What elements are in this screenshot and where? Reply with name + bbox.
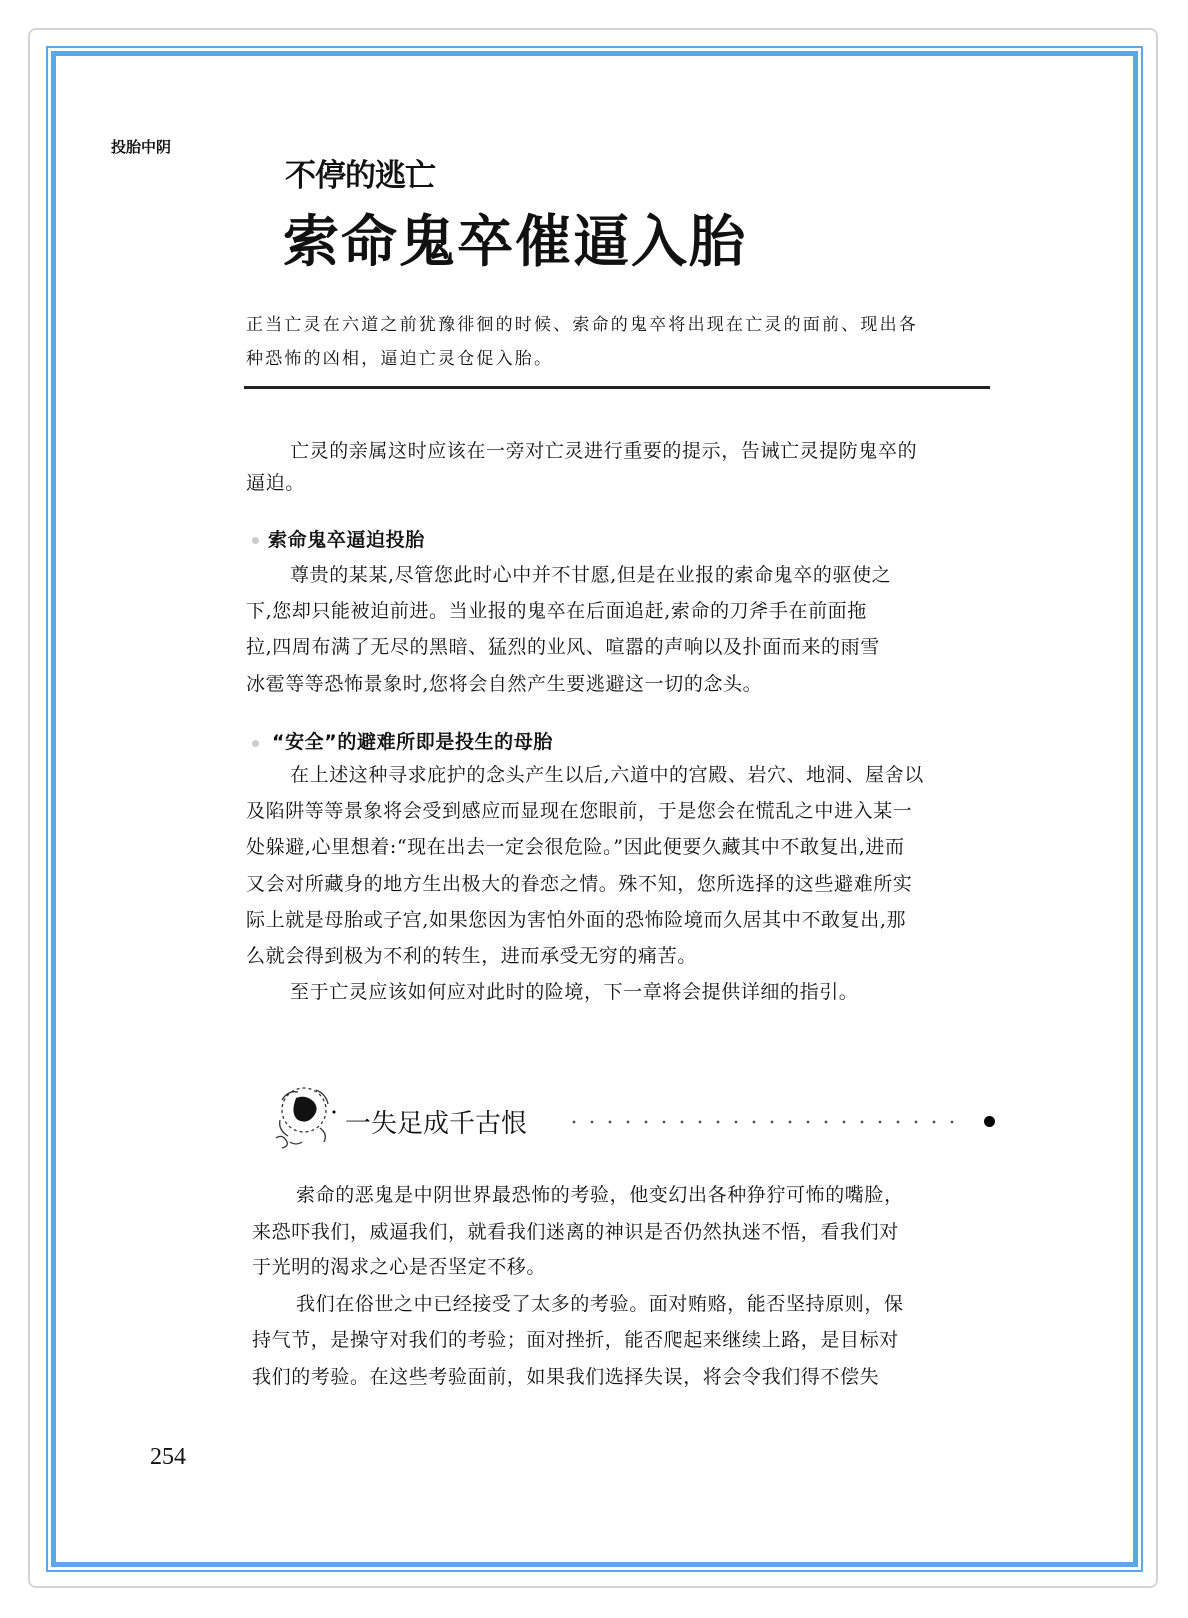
- lion-emblem-icon: [270, 1080, 340, 1152]
- paragraph-line: 处躲避,心里想着:“现在出去一定会很危险。”因此便要久藏其中不敢复出,进而: [246, 836, 905, 858]
- dotted-leader: [565, 1120, 965, 1124]
- paragraph-line: 及陷阱等等景象将会受到感应而显现在您眼前，于是您会在慌乱之中进入某一: [246, 800, 913, 822]
- intro-line: 种恐怖的凶相，逼迫亡灵仓促入胎。: [246, 349, 554, 369]
- paragraph-line: 下,您却只能被迫前进。当业报的鬼卒在后面追赶,索命的刀斧手在前面拖: [246, 600, 867, 622]
- page-number: 254: [150, 1444, 186, 1470]
- paragraph-line: 在上述这种寻求庇护的念头产生以后,六道中的宫殿、岩穴、地洞、屋舍以: [290, 764, 924, 786]
- section-heading: “安全”的避难所即是投生的母胎: [272, 731, 553, 753]
- paragraph-line: 又会对所藏身的地方生出极大的眷恋之情。殊不知，您所选择的这些避难所实: [246, 873, 913, 895]
- bullet-icon: [252, 740, 259, 747]
- paragraph-line: 我们在俗世之中已经接受了太多的考验。面对贿赂，能否坚持原则，保: [296, 1293, 904, 1315]
- paragraph-line: 际上就是母胎或子宫,如果您因为害怕外面的恐怖险境而久居其中不敢复出,那: [246, 909, 907, 931]
- paragraph-line: 我们的考验。在这些考验面前，如果我们选择失误，将会令我们得不偿失: [252, 1366, 880, 1388]
- intro-line: 正当亡灵在六道之前犹豫徘徊的时候、索命的鬼卒将出现在亡灵的面前、现出各: [246, 315, 918, 335]
- paragraph-line: 索命的恶鬼是中阴世界最恐怖的考验，他变幻出各种狰狞可怖的嘴脸，: [296, 1184, 904, 1206]
- paragraph-line: 逼迫。: [246, 472, 305, 494]
- paragraph-line: 么就会得到极为不利的转生，进而承受无穷的痛苦。: [246, 945, 697, 967]
- paragraph-line: 亡灵的亲属这时应该在一旁对亡灵进行重要的提示，告诫亡灵提防鬼卒的: [290, 440, 918, 462]
- paragraph-line: 于光明的渴求之心是否坚定不移。: [252, 1256, 547, 1278]
- chapter-subtitle: 不停的逃亡: [285, 158, 435, 194]
- chapter-title: 索命鬼卒催逼入胎: [283, 209, 747, 275]
- bullet-icon: [252, 537, 259, 544]
- divider-rule: [244, 386, 990, 389]
- paragraph-line: 拉,四周布满了无尽的黑暗、猛烈的业风、喧嚣的声响以及扑面而来的雨雪: [246, 636, 880, 658]
- end-bullet-icon: [984, 1116, 995, 1127]
- section-heading: 一失足成千古恨: [345, 1109, 528, 1139]
- paragraph-line: 冰雹等等恐怖景象时,您将会自然产生要逃避这一切的念头。: [246, 673, 763, 695]
- paragraph-line: 持气节，是操守对我们的考验；面对挫折，能否爬起来继续上路，是目标对: [252, 1329, 899, 1351]
- running-head: 投胎中阴: [111, 138, 172, 156]
- paragraph-line: 至于亡灵应该如何应对此时的险境，下一章将会提供详细的指引。: [290, 981, 859, 1003]
- paragraph-line: 来恐吓我们，威逼我们，就看我们迷离的神识是否仍然执迷不悟，看我们对: [252, 1221, 899, 1243]
- section-heading: 索命鬼卒逼迫投胎: [268, 529, 425, 551]
- paragraph-line: 尊贵的某某,尽管您此时心中并不甘愿,但是在业报的索命鬼卒的驱使之: [290, 564, 892, 586]
